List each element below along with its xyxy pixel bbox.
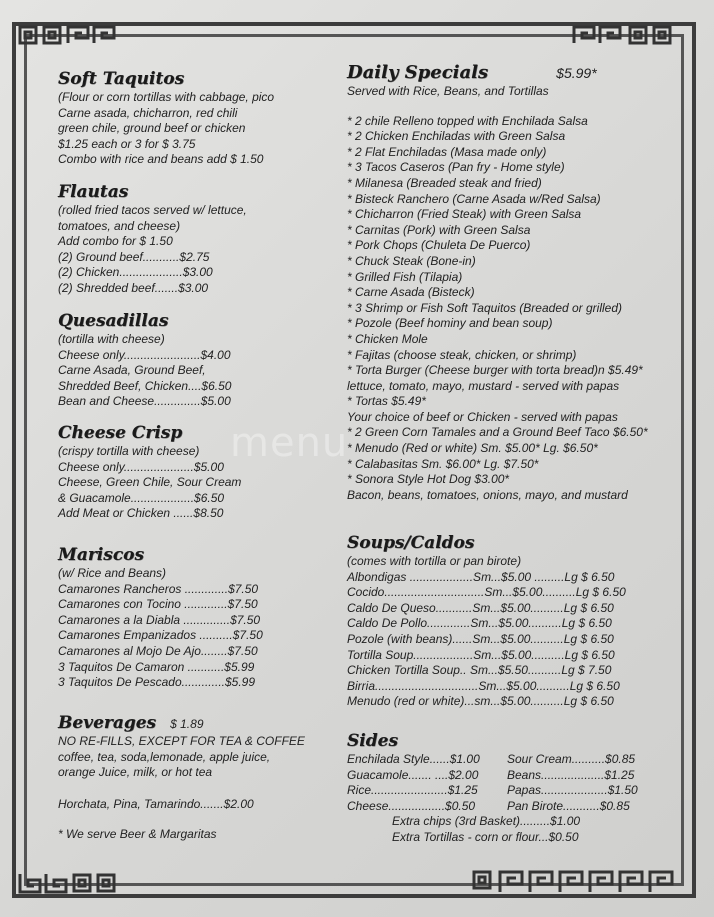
menu-line: Camarones con Tocino .............$7.50 (58, 597, 258, 612)
sides-right-list (507, 752, 638, 814)
special-line: * Pozole (Beef hominy and bean soup) (347, 316, 553, 331)
special-line: * 2 Green Corn Tamales and a Ground Beef Taco $6.50* (347, 425, 648, 440)
special-line: * 3 Tacos Caseros (Pan fry - Home style) (347, 160, 565, 175)
menu-line: Camarones al Mojo De Ajo........$7.50 (58, 643, 258, 658)
menu-line: (2) Ground beef...........$2.75 (58, 249, 210, 264)
menu-line: Camarones a la Diabla ..............$7.50 (58, 612, 261, 627)
sides-left-list (347, 752, 507, 814)
greek-key-bottom-right-ornament (470, 866, 694, 896)
special-line: * Torta Burger (Cheese burger with torta bread)n $5.49* (347, 363, 643, 378)
soups-subtitle: (comes with tortilla or pan birote) (347, 554, 522, 568)
soup-line: Caldo De Queso...........Sm...$5.00..........Lg $ 6.50 (347, 600, 614, 615)
special-line: * Fajitas (choose steak, chicken, or shrimp) (347, 347, 577, 362)
soft-taquitos-section (58, 68, 274, 168)
special-line: * Menudo (Red or white) Sm. $5.00* Lg. $6.50* (347, 441, 598, 456)
quesadillas-section (58, 310, 231, 410)
beverages-section (58, 712, 305, 843)
menu-line: Bean and Cheese..............$5.00 (58, 394, 231, 409)
soup-line: Caldo De Pollo.............Sm...$5.00..........Lg $ 6.50 (347, 616, 612, 631)
menu-line: Carne Asada, Ground Beef, (58, 363, 206, 378)
menu-line: NO RE-FILLS, EXCEPT FOR TEA & COFFEE (58, 734, 305, 748)
menu-line: (rolled fried tacos served w/ lettuce, (58, 203, 247, 217)
soft-taquitos-title: Soft Taquitos (58, 69, 185, 89)
menu-line: Add Meat or Chicken ......$8.50 (58, 506, 224, 521)
side-line: Papas....................$1.50 (507, 783, 638, 798)
watermark: menu (230, 420, 349, 466)
special-line: * Tortas $5.49* (347, 394, 426, 409)
special-line: * Bisteck Ranchero (Carne Asada w/Red Salsa) (347, 191, 601, 206)
daily-specials-subtitle: Served with Rice, Beans, and Tortillas (347, 84, 549, 98)
special-line: Your choice of beef or Chicken - served with papas (347, 409, 618, 424)
side-line: Guacamole....... ....$2.00 (347, 767, 479, 782)
beer-note: * We serve Beer & Margaritas (58, 827, 217, 842)
special-line: * Carne Asada (Bisteck) (347, 285, 475, 300)
menu-line: $1.25 each or 3 for $ 3.75 (58, 136, 196, 151)
soup-line: Cocido..............................Sm...$5.00..........Lg $ 6.50 (347, 585, 626, 600)
soup-line: Menudo (red or white)...sm...$5.00..........Lg $ 6.50 (347, 694, 614, 709)
menu-line: green chile, ground beef or chicken (58, 121, 246, 136)
special-line: * Grilled Fish (Tilapia) (347, 269, 463, 284)
special-line: * Carnitas (Pork) with Green Salsa (347, 222, 531, 237)
horchata-line: Horchata, Pina, Tamarindo.......$2.00 (58, 796, 254, 811)
soup-line: Pozole (with beans)......Sm...$5.00..........Lg $ 6.50 (347, 631, 614, 646)
menu-line: Cheese only.......................$4.00 (58, 347, 231, 362)
soup-line: Chicken Tortilla Soup.. Sm...$5.50..........Lg $ 7.50 (347, 663, 612, 678)
menu-line: Add combo for $ 1.50 (58, 234, 173, 249)
menu-line: (Flour or corn tortillas with cabbage, pico (58, 90, 275, 104)
menu-line: (2) Shredded beef.......$3.00 (58, 280, 209, 295)
special-line: * Calabasitas Sm. $6.00* Lg. $7.50* (347, 456, 539, 471)
special-line: Bacon, beans, tomatoes, onions, mayo, and mustard (347, 487, 628, 502)
cheese-crisp-section (58, 422, 241, 522)
menu-line: 3 Taquitos De Pescado.............$5.99 (58, 675, 256, 690)
menu-line: (2) Chicken...................$3.00 (58, 265, 213, 280)
beverages-price: $ 1.89 (170, 717, 204, 731)
soups-title: Soups/Caldos (347, 533, 475, 553)
menu-line: Shredded Beef, Chicken....$6.50 (58, 378, 232, 393)
menu-line: Camarones Empanizados ..........$7.50 (58, 628, 263, 643)
side-line: Pan Birote...........$0.85 (507, 798, 630, 813)
menu-line: Cheese, Green Chile, Sour Cream (58, 475, 242, 490)
side-line: Sour Cream..........$0.85 (507, 752, 636, 766)
daily-specials-section (347, 62, 687, 503)
menu-line: orange Juice, milk, or hot tea (58, 765, 213, 780)
special-line: * Pork Chops (Chuleta De Puerco) (347, 238, 531, 253)
menu-line: (crispy tortilla with cheese) (58, 444, 200, 458)
greek-key-top-left-ornament (16, 24, 136, 48)
menu-line: & Guacamole...................$6.50 (58, 490, 225, 505)
menu-line: (tortilla with cheese) (58, 332, 165, 346)
special-line: lettuce, tomato, mayo, mustard - served with papas (347, 378, 620, 393)
extra-chips-line: Extra chips (3rd Basket).........$1.00 (392, 814, 581, 829)
menu-line: Camarones Rancheros .............$7.50 (58, 581, 259, 596)
quesadillas-title: Quesadillas (58, 311, 169, 331)
menu-line: Carne asada, chicharron, red chili (58, 105, 238, 120)
greek-key-top-right-ornament (570, 24, 694, 48)
mariscos-section (58, 544, 263, 691)
mariscos-title: Mariscos (58, 545, 145, 565)
special-line: * Milanesa (Breaded steak and fried) (347, 175, 542, 190)
extra-tortillas-line: Extra Tortillas - corn or flour...$0.50 (392, 829, 579, 844)
daily-specials-price: $5.99* (556, 65, 597, 81)
menu-line: tomatoes, and cheese) (58, 218, 181, 233)
menu-line: 3 Taquitos De Camaron ...........$5.99 (58, 659, 255, 674)
menu-line: Combo with rice and beans add $ 1.50 (58, 152, 264, 167)
special-line: * 2 Flat Enchiladas (Masa made only) (347, 144, 547, 159)
side-line: Rice.......................$1.25 (347, 783, 478, 798)
special-line: * Chicken Mole (347, 331, 428, 346)
flautas-title: Flautas (58, 182, 129, 202)
side-line: Beans...................$1.25 (507, 767, 635, 782)
side-line: Enchilada Style......$1.00 (347, 752, 480, 766)
menu-line: Cheese only.....................$5.00 (58, 459, 224, 474)
special-line: * Chicharron (Fried Steak) with Green Salsa (347, 207, 582, 222)
soup-line: Birria...............................Sm...$5.00..........Lg $ 6.50 (347, 678, 620, 693)
beverages-title: Beverages (58, 713, 157, 733)
flautas-section (58, 181, 247, 297)
sides-title: Sides (347, 731, 399, 751)
special-line: * 2 Chicken Enchiladas with Green Salsa (347, 129, 566, 144)
greek-key-bottom-left-ornament (16, 870, 140, 896)
special-line: * 2 chile Relleno topped with Enchilada Salsa (347, 113, 588, 128)
sides-section (347, 730, 677, 846)
side-line: Cheese.................$0.50 (347, 798, 476, 813)
cheese-crisp-title: Cheese Crisp (58, 423, 183, 443)
soups-section (347, 532, 626, 710)
menu-line: coffee, tea, soda,lemonade, apple juice, (58, 749, 271, 764)
soup-line: Albondigas ...................Sm...$5.00 .........Lg $ 6.50 (347, 569, 615, 584)
special-line: * Sonora Style Hot Dog $3.00* (347, 472, 510, 487)
special-line: * Chuck Steak (Bone-in) (347, 253, 476, 268)
daily-specials-title: Daily Specials (347, 62, 489, 83)
special-line: * 3 Shrimp or Fish Soft Taquitos (Breaded or grilled) (347, 300, 623, 315)
soup-line: Tortilla Soup..................Sm...$5.00..........Lg $ 6.50 (347, 647, 615, 662)
menu-line: (w/ Rice and Beans) (58, 566, 167, 580)
